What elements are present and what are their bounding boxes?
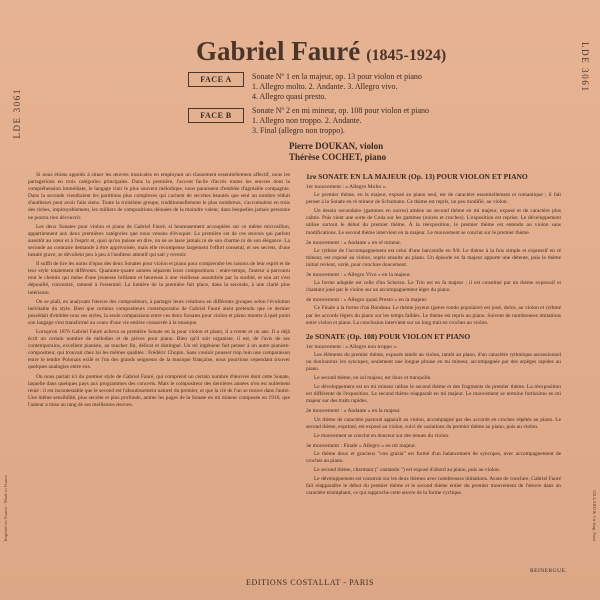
composer-name: Gabriel Fauré <box>196 36 361 66</box>
catalog-number-left: LDE 3061 <box>12 88 22 139</box>
movement-heading: 1er mouvement : « Allegro non troppo ». <box>306 343 398 350</box>
analysis-paragraph: Ce Finale a la forme d'un Rondeau. Le thème joyeux (genre rondo populaire) est joué, dolce, au violon et rythmé par les accords légers du piano sur les temps faibles. Le thème est repris au piano. Suivent de nombreuses imitations entre violon et piano. La conclusion intervient sur un long trait en croches au violon. <box>306 305 561 326</box>
face-b-line-1: Sonate Nº 2 en mi mineur, op. 108 pour violon et piano <box>252 106 430 115</box>
face-a-line-3: 4. Allegro quasi presto. <box>252 92 327 101</box>
edge-print-left: Imprimé en France - Made in France <box>3 475 8 542</box>
analysis-paragraph: Le développement est construit sur les deux thèmes avec nombreuses imitations. Avant de conclure, Gabriel Fauré fait réapparaître le début du premier thème et le second thème entier du premier mouvement de l'œuvre dans un caractère triomphant, ce qui rapproche cette œuvre de la forme cyclique. <box>306 476 561 497</box>
analysis-paragraph: Le mouvement se conclut en douceur sur des tenues du violon. <box>314 432 450 439</box>
analysis-paragraph: Un thème de caractère pastoral apparaît au violon, accompagné par des accords en croches répétés au piano. Le second thème, exprimé, est exposé au violon, suivi de variations du premier thème au piano, puis au violon. <box>306 416 561 430</box>
liner-paragraph: On se plaît, en analysant l'œuvre des compositeurs, à partager leurs créations en différents groupes selon l'évolution inévitable du style. Bien que certains compositeurs contemporains de Gabriel Fauré aient prétendu que ce dernier possédait d'emblée tous ses styles, la seule comparaison entre ces deux Sonates pour violon et piano montre à quel point son langage s'est transformé au cours d'une vie entière consacrée à la musique. <box>28 298 290 326</box>
analysis-paragraph: Le développement est en mi mineur utilise le second thème et des fragments du premier thème. La réexposition est différente de l'exposition. Le second thème réapparaît en mi majeur. Le mouvement se termine fortissimo en mi majeur sur des traits rapides. <box>306 384 561 405</box>
movement-heading: 1er mouvement : « Allegro Molto ». <box>306 184 387 190</box>
face-a-line-1: Sonate Nº 1 en la majeur, op. 13 pour violon et piano <box>252 72 422 81</box>
face-a-line-2: 1. Allegro molto. 2. Andante. 3. Allegro vivo. <box>252 82 398 91</box>
face-b-label: FACE B <box>188 108 244 123</box>
analysis-paragraph: Le premier thème, en la majeur, exposé au piano seul, est de caractère essentiellement et romantique ; il fait penser à la Sonate en ré mineur de Schumann. Ce thème est repris, un peu modifié, au violon. <box>306 192 561 206</box>
analysis-paragraph: Le second thème, en sol majeur, est doux et tranquille. <box>314 375 432 382</box>
pianist: Thérèse COCHET, piano <box>289 152 387 162</box>
liner-notes-left <box>28 172 290 560</box>
analysis-paragraph: La forme adoptée est celle d'un Scherzo. Le Trio est en fa majeur ; il est constitué par un thème expressif et chantant joué par le violon sur un accompagnement léger du piano. <box>306 280 561 294</box>
analysis-paragraph: Les éléments du premier thème, exposés tantôt au violon, tantôt au piano, d'un caractère rythmique ascensionnel ou douloureux les syncopes, seulement une longue phrase en mi mineur, accompagnée par des arpèges rapides au piano. <box>306 351 561 372</box>
liner-paragraph: On nous parlait ici du premier style de Gabriel Fauré, qui comprend un certain nombre d'œuvres dont cette Sonate, laquelle dans quelques pays aux programmes des concerts. Mais le compositeur des dernières années n'en est nullement renié : il est incontestable que le second est l'aboutissement naturel du premier, et que la clé de l'un se trouve dans l'autre. Une même sensibilité, plus secrète et plus profonde, anime les pages de la Sonate en mi mineur composée en 1916, que l'auteur a mise au rang de ses meilleures œuvres. <box>28 373 290 408</box>
edge-print-right: GILLARD & Cie Imp. Paris <box>592 490 597 542</box>
analysis-paragraph: Un dessin secondaire (gammes en noires) amène un second thème en mi majeur, exposé et de caractère plus calme. Puis vient une sorte de Coda sur les gammes (noires et croches). L'exposition est reprise. Le développement utilise surtout le début du premier thème. À la réexposition, le premier thème est entendu au violon sans modifications. Le second thème intervient en la majeur. Le mouvement se conclut sur le premier thème. <box>306 208 561 236</box>
analysis-paragraph: Le second thème, charmant (" cantando ") est exposé d'abord au piano, puis au violon. <box>314 467 501 474</box>
movement-heading: 2e mouvement : « Andante » en la majeur. <box>306 408 401 415</box>
liner-notes-right <box>306 172 561 580</box>
analysis-paragraph: Le thème doux et gracieux "con grazia" est formé d'un balancement de syncopes, avec accompagnement de croches au piano. <box>306 450 561 464</box>
publisher-line: EDITIONS COSTALLAT - PARIS <box>246 578 375 587</box>
movement-heading: 3e mouvement : Finale « Allegro » en mi majeur. <box>306 442 416 449</box>
face-a-label: FACE A <box>188 72 244 87</box>
liner-paragraph: Il suffit de lire les noms d'opus des deux Sonates pour violon et piano pour comprendre les raisons de leur esprit et de leur style totalement différents. Quarante-quatre années séparent leurs compositions : entre-temps, l'auteur a parcouru tout le chemin qui mène d'une jeunesse brillante et heureuse à une vieillesse assombrie par la surdité, et son art s'est dépouillé, concentré, ramené à l'essentiel. La lumière de la première fait place, dans la seconde, à une clarté plus intérieure. <box>28 261 290 296</box>
composer-dates: (1845-1924) <box>366 47 447 64</box>
author-signature: REINERGUE. <box>530 568 568 574</box>
face-b-program <box>252 106 429 136</box>
analysis-paragraph: Le rythme de l'accompagnement est celui d'une barcarolle en 9/8. Le thème à la fois simple et expressif en ré mineur, est exposé au violon, repris ensuite au piano. Un épisode en fa majeur apporte une détente, puis le thème initial revient, varié, pour conclure doucement. <box>306 247 561 268</box>
section-title-sonata-2: 2e SONATE (Op. 108) POUR VIOLON ET PIANO <box>306 331 471 341</box>
movement-heading: 4e mouvement : « Allegro quasi Presto » en la majeur. <box>306 297 428 304</box>
face-b-line-2: 1. Allegro non troppo. 2. Andante. <box>252 116 362 125</box>
performers <box>289 141 386 163</box>
movement-heading: 2e mouvement : « Andante » en ré mineur. <box>306 239 402 246</box>
composer-title <box>196 36 446 67</box>
catalog-number-right: LDE 3061 <box>580 42 590 93</box>
violinist: Pierre DOUKAN, violon <box>289 141 384 151</box>
liner-paragraph: Si nous étions appelés à situer les œuvres musicales en employant un classement essentiellement affectif, nous les partagerions en trois catégories principales. Dans la première, l'accent facile d'accès toutes les œuvres dont la compréhension immédiate, le langage clair le plus souvent mélodique, nous paraissent d'emblée d'agréable compagnie. Dans la seconde viendraient les partitions plus complexes qui cachent de secrètes beautés que seul un nombre réduit d'auditeurs peut avoir faits siens. Toute la troisième groupe, traditionnellement le plus nombreux, s'accumulent en trois des riches, impitoyablement, les milliers de compositions dénuées de la moindre valeur, dans lesquelles jamais personne ne pourra rien découvrir. <box>28 172 290 221</box>
liner-paragraph: Lorsqu'en 1876 Gabriel Fauré acheva sa première Sonate en la pour violon et piano, il a trente et un ans. Il a déjà écrit un certain nombre de mélodies et de pièces pour piano. Bien qu'il soit organiste, il est, de l'avis de ses contemporains, excellent pianiste, au toucher fin, délicat et distingué. Un tel ingénieur fait penser à un autre pianiste-compositeur, qui trouvait chez lui les mêmes qualités : Frédéric Chopin. Sans vouloir pousser trop loin une comparaison entre le tendre Polonais exilé et l'un des grands seigneurs de la musique française, nous pourrions cependant trouver quelques analogies entre eux. <box>28 328 290 371</box>
liner-paragraph: Les deux Sonates pour violon et piano de Gabriel Fauré, si heureusement accouplées sur ce même microsillon, appartiennent aux deux premières catégories que nous venons d'évoquer. La première est de ces œuvres qui parlent aussitôt au cœur et à l'esprit et, quoi qu'on puisse en dire, on ne se lasse jamais ni de son charme ni de son élégance. La seconde au contraire demande à être apprivoisée, mais elle récompense largement l'effort consenti, et ses secrets, d'une beauté grave, se dévoilent peu à peu à l'auditeur attentif qui sait y revenir. <box>28 223 290 259</box>
movement-heading: 3e mouvement : « Allegro Vivo » en la majeur. <box>306 272 411 279</box>
section-title-sonata-1: 1re SONATE EN LA MAJEUR (Op. 13) POUR VIOLON ET PIANO <box>306 172 528 181</box>
face-b-line-3: 3. Final (allegro non troppo). <box>252 126 345 135</box>
face-a-program <box>252 72 422 102</box>
